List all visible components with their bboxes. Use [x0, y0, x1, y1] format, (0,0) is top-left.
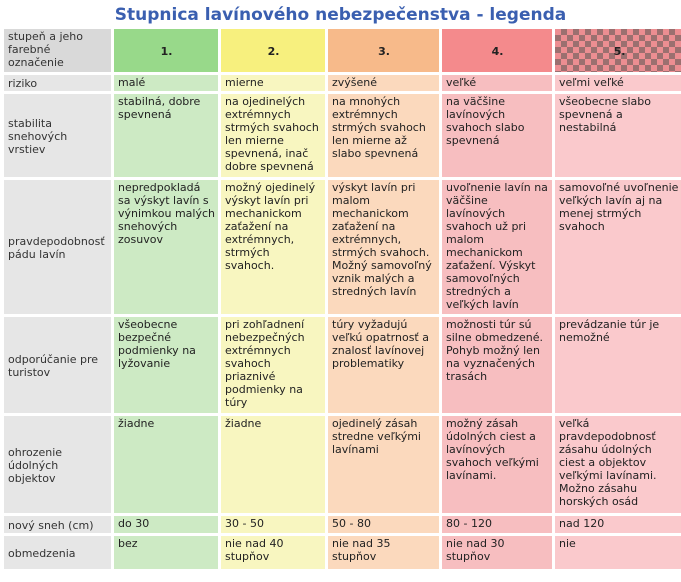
cell: do 30 — [114, 516, 218, 533]
cell: nie nad 35 stupňov — [328, 536, 439, 569]
cell: nepredpokladá sa výskyt lavín s výnimkou malých snehových zosuvov — [114, 180, 218, 314]
row-label: ohrozenie údolných objektov — [4, 416, 111, 513]
page-title: Stupnica lavínového nebezpečenstva - legenda — [114, 5, 567, 25]
cell: žiadne — [114, 416, 218, 513]
cell: uvoľnenie lavín na väčšine lavínových svahoch už pri malom mechanickom zaťažení. Výskyt samovoľných stredných a veľkých lavín — [442, 180, 552, 314]
cell: stabilná, dobre spevnená — [114, 94, 218, 177]
cell: nie nad 40 stupňov — [221, 536, 325, 569]
cell: samovoľné uvoľnenie veľkých lavín aj na menej strmých svahoch — [555, 180, 681, 314]
row-label: odporúčanie pre turistov — [4, 317, 111, 413]
level-3-header: 3. — [328, 29, 439, 72]
cell: výskyt lavín pri malom mechanickom zaťažení na extrémnych, strmých svahoch. Možný samovoľný vznik malých a stredných lavín — [328, 180, 439, 314]
cell: nie nad 30 stupňov — [442, 536, 552, 569]
cell: bez — [114, 536, 218, 569]
cell: prevádzanie túr je nemožné — [555, 317, 681, 413]
row-odporucanie — [4, 317, 681, 413]
cell: všeobecne bezpečné podmienky na lyžovanie — [114, 317, 218, 413]
level-2-header: 2. — [221, 29, 325, 72]
cell: na väčšine lavínových svahoch slabo spevnená — [442, 94, 552, 177]
row-label: nový sneh (cm) — [4, 516, 111, 533]
row-riziko — [4, 75, 681, 91]
avalanche-scale-table — [1, 26, 681, 572]
cell: túry vyžadujú veľkú opatrnosť a znalosť lavínovej problematiky — [328, 317, 439, 413]
cell: možnosti túr sú silne obmedzené. Pohyb možný len na vyznačených trasách — [442, 317, 552, 413]
cell: všeobecne slabo spevnená a nestabilná — [555, 94, 681, 177]
row-ohrozenie — [4, 416, 681, 513]
level-5-header: 5. — [555, 29, 681, 72]
cell: možný zásah údolných ciest a lavínových svahoch veľkými lavínami. — [442, 416, 552, 513]
row-label: stabilita snehových vrstiev — [4, 94, 111, 177]
cell: nad 120 — [555, 516, 681, 533]
cell: možný ojedinelý výskyt lavín pri mechanickom zaťažení na extrémnych, strmých svahoch. — [221, 180, 325, 314]
cell: veľmi veľké — [555, 75, 681, 91]
level-1-header: 1. — [114, 29, 218, 72]
row-novy-sneh — [4, 516, 681, 533]
cell: na mnohých extrémnych strmých svahoch len mierne až slabo spevnená — [328, 94, 439, 177]
cell: malé — [114, 75, 218, 91]
row-label: obmedzenia — [4, 536, 111, 569]
cell: ojedinelý zásah stredne veľkými lavínami — [328, 416, 439, 513]
row-stabilita — [4, 94, 681, 177]
cell: žiadne — [221, 416, 325, 513]
cell: 30 - 50 — [221, 516, 325, 533]
cell: na ojedinelých extrémnych strmých svahoch len mierne spevnená, inač dobre spevnená — [221, 94, 325, 177]
header-label: stupeň a jeho farebné označenie — [4, 29, 111, 72]
cell: zvýšené — [328, 75, 439, 91]
cell: 50 - 80 — [328, 516, 439, 533]
cell: mierne — [221, 75, 325, 91]
level-4-header: 4. — [442, 29, 552, 72]
cell: nie — [555, 536, 681, 569]
cell: veľká pravdepodobnosť zásahu údolných ciest a objektov veľkými lavínami. Možno zásahu horských osád — [555, 416, 681, 513]
cell: 80 - 120 — [442, 516, 552, 533]
row-obmedzenia — [4, 536, 681, 569]
cell: veľké — [442, 75, 552, 91]
cell: pri zohľadnení nebezpečných extrémnych svahoch priaznivé podmienky na túry — [221, 317, 325, 413]
row-pravdepodobnost — [4, 180, 681, 314]
row-label: riziko — [4, 75, 111, 91]
row-label: pravdepodobnosť pádu lavín — [4, 180, 111, 314]
header-row — [4, 29, 681, 72]
